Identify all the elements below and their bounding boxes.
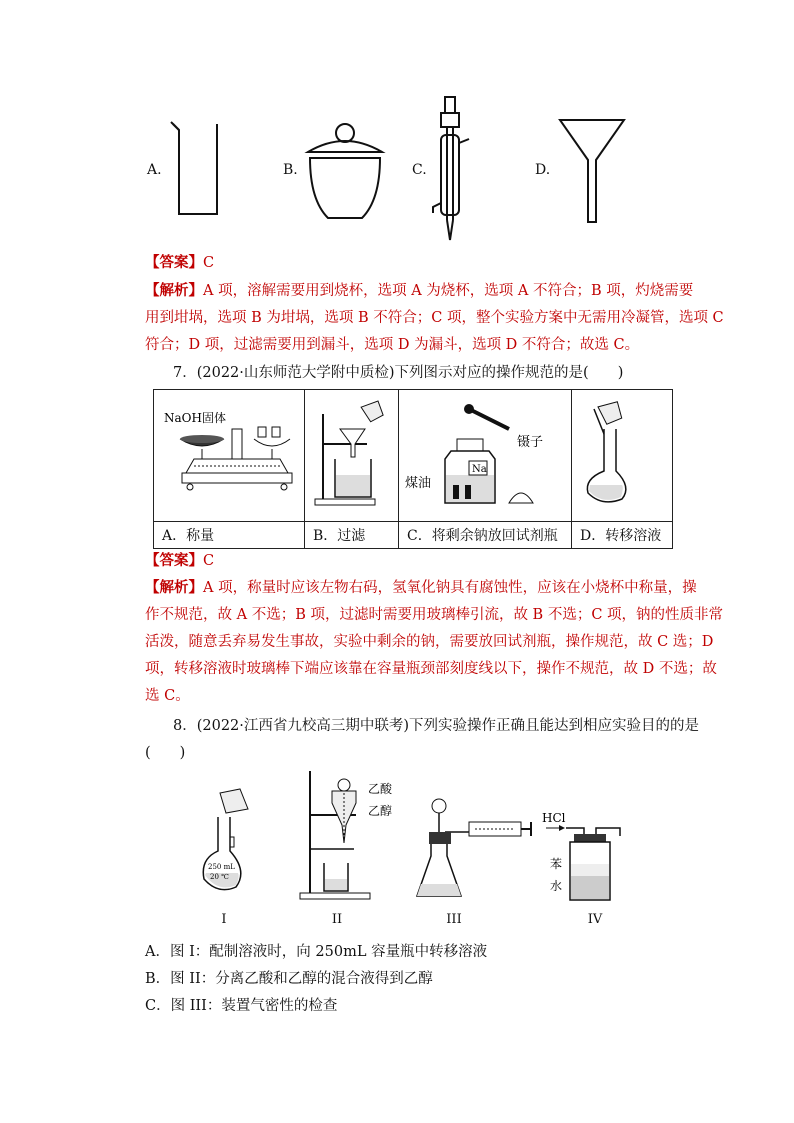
answer-tag: 【答案】 — [145, 552, 203, 569]
fig2-caption: II — [331, 912, 343, 927]
condenser-figure — [425, 95, 475, 245]
ethanol-label: 乙醇 — [368, 804, 393, 818]
kerosene-label: 煤油 — [405, 475, 432, 491]
sodium-cell — [399, 390, 572, 522]
q8-option-b: B．图 II：分离乙酸和乙醇的混合液得到乙醇 — [145, 971, 433, 987]
q6-analysis-line3: 符合；D 项，过滤需要用到漏斗，选项 D 为漏斗，选项 D 不符合；故选 C。 — [145, 337, 640, 353]
fig4-gas-absorption — [540, 808, 650, 904]
fig1-volumetric-flask — [196, 785, 266, 905]
acetic-acid-label: 乙酸 — [368, 782, 393, 796]
tweezers-label: 镊子 — [517, 434, 544, 450]
option-a-cell: A．称量 — [154, 522, 305, 549]
analysis-text: A 项，称量时应该左物右码，氢氧化钠具有腐蚀性，应该在小烧杯中称量，操 — [203, 580, 697, 596]
q6-answer — [145, 251, 675, 275]
hcl-label: HCl — [542, 811, 566, 825]
q6-analysis-line1 — [145, 279, 694, 303]
fig4-caption: IV — [587, 912, 603, 927]
q7-analysis-line5: 选 C。 — [145, 688, 190, 704]
na-label: Na — [472, 463, 487, 475]
q8-option-c: C．图 III：装置气密性的检查 — [145, 998, 338, 1014]
option-d-label: D. — [535, 162, 551, 178]
q7-options-table — [153, 389, 673, 549]
volumetric-transfer-figure — [572, 399, 672, 509]
option-c-cell: C．将剩余钠放回试剂瓶 — [399, 522, 572, 549]
q8-option-a: A．图 I：配制溶液时，向 250mL 容量瓶中转移溶液 — [145, 944, 488, 960]
option-b-cell: B．过滤 — [305, 522, 399, 549]
option-a-label: A. — [147, 162, 162, 178]
transfer-cell — [572, 390, 673, 522]
option-b-label: B. — [283, 162, 298, 178]
analysis-tag: 【解析】 — [145, 579, 203, 596]
q7-analysis-line1 — [145, 576, 697, 600]
naoh-label: NaOH固体 — [164, 410, 226, 425]
crucible-figure — [300, 120, 390, 220]
balance-cell — [154, 390, 305, 522]
fig3-airtightness-check — [415, 792, 535, 904]
water-label: 水 — [550, 879, 563, 893]
analysis-tag: 【解析】 — [145, 282, 203, 299]
q7-analysis-line3: 活泼，随意丢弃易发生事故，实验中剩余的钠，需要放回试剂瓶，操作规范，故 C 选；D — [145, 634, 714, 650]
filtration-figure — [305, 399, 398, 509]
flask-temp-label: 20 ℃ — [210, 873, 229, 881]
benzene-label: 苯 — [550, 857, 563, 871]
option-c-label: C. — [412, 162, 427, 178]
balance-figure — [154, 399, 304, 509]
q8-stem-line2: ( ) — [145, 745, 186, 761]
answer-tag: 【答案】 — [145, 254, 203, 271]
filter-cell — [305, 390, 399, 522]
flask-volume-label: 250 mL — [208, 863, 235, 871]
q7-analysis-line2: 作不规范，故 A 不选；B 项，过滤时需要用玻璃棒引流，故 B 不选；C 项，钠的性质非常 — [145, 607, 724, 623]
q7-answer — [145, 549, 675, 573]
fig1-caption: I — [221, 912, 227, 927]
fig2-separation — [296, 763, 406, 905]
beaker-figure — [165, 120, 225, 220]
q7-analysis-line4: 项，转移溶液时玻璃棒下端应该靠在容量瓶颈部刻度线以下，操作不规范，故 D 不选；故 — [145, 661, 717, 677]
q6-analysis-line2: 用到坩埚，选项 B 为坩埚，选项 B 不符合；C 项，整个实验方案中无需用冷凝管，选项 C — [145, 310, 724, 326]
funnel-figure — [558, 118, 628, 228]
sodium-bottle-figure — [399, 399, 571, 509]
analysis-text: A 项，溶解需要用到烧杯，选项 A 为烧杯，选项 A 不符合；B 项，灼烧需要 — [203, 283, 694, 299]
answer-value: C — [203, 553, 215, 569]
q8-stem-line1: 8．(2022·江西省九校高三期中联考)下列实验操作正确且能达到相应实验目的的是 — [173, 718, 700, 734]
q7-stem: 7．(2022·山东师范大学附中质检)下列图示对应的操作规范的是( ) — [173, 365, 624, 381]
option-d-cell: D．转移溶液 — [572, 522, 673, 549]
fig3-caption: III — [446, 912, 462, 927]
answer-value: C — [203, 255, 215, 271]
